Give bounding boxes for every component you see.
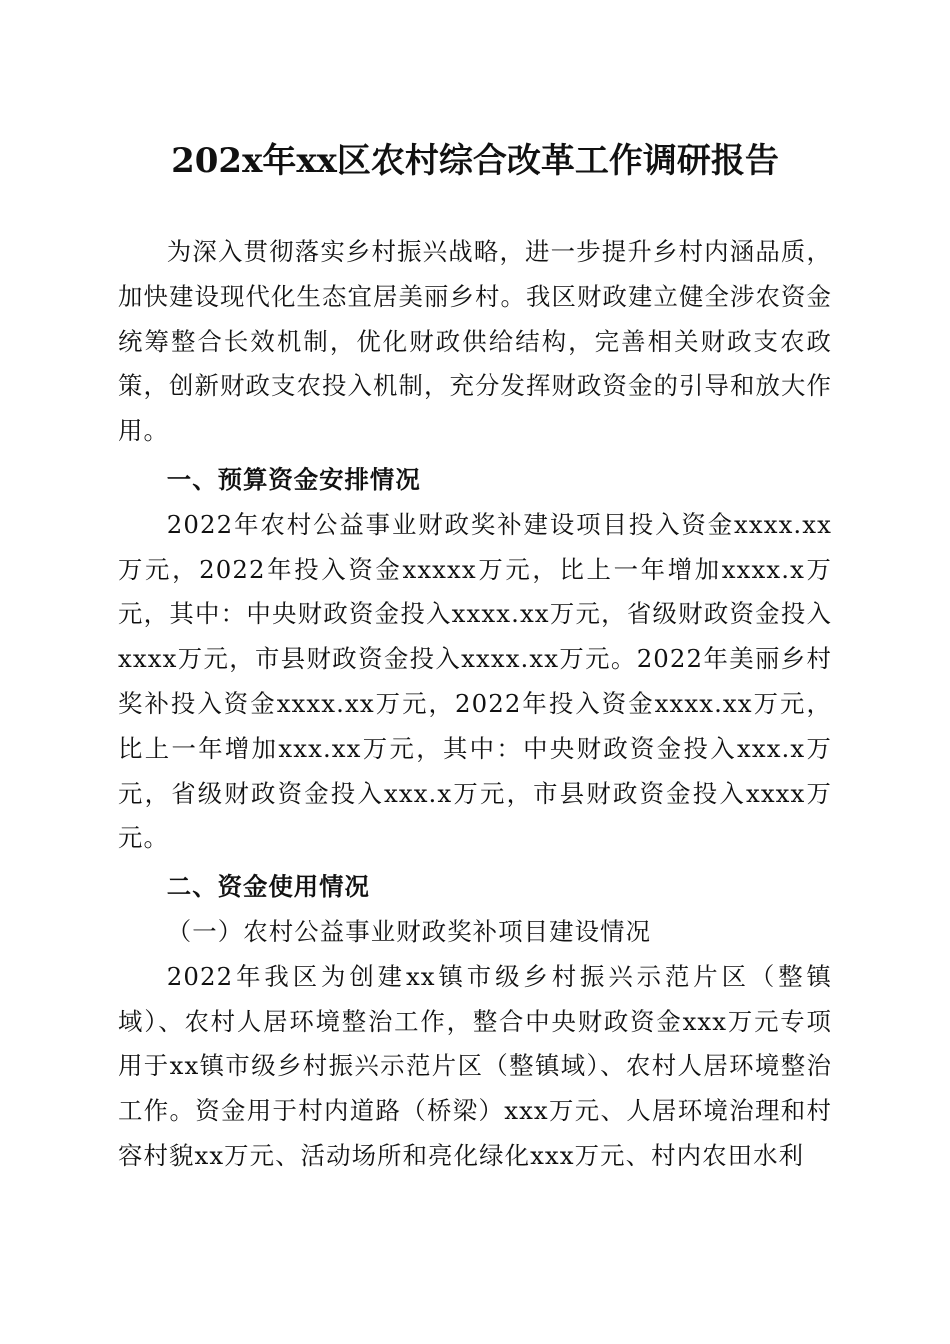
section-heading-budget: 一、预算资金安排情况 — [166, 464, 421, 494]
document-title: 202x年xx区农村综合改革工作调研报告 — [171, 141, 779, 181]
fund-use-paragraph: 2022年我区为创建xx镇市级乡村振兴示范片区（整镇域）、农村人居环境整治工作，整合中央财政资金xxx万元专项用于xx镇市级乡村振兴示范片区（整镇域）、农村人居环境整治工作。资金用于村内道路（桥梁）xxx万元、人居环境治理和村容村貌xx万元、活动场所和亮化绿化xxx万元、村内农田水利 — [118, 961, 832, 1170]
subsection-heading-public-welfare: （一）农村公益事业财政奖补项目建设情况 — [166, 916, 652, 946]
document-body — [118, 230, 832, 1179]
section-heading-fund-use: 二、资金使用情况 — [166, 872, 370, 902]
intro-paragraph: 为深入贯彻落实乡村振兴战略，进一步提升乡村内涵品质，加快建设现代化生态宜居美丽乡村。我区财政建立健全涉农资金统筹整合长效机制，优化财政供给结构，完善相关财政支农政策，创新财政支农投入机制，充分发挥财政资金的引导和放大作用。 — [118, 237, 832, 446]
budget-paragraph: 2022年农村公益事业财政奖补建设项目投入资金xxxx.xx万元，2022年投入资金xxxxx万元，比上一年增加xxxx.x万元，其中：中央财政资金投入xxxx.xx万元，省级财政资金投入xxxx万元，市县财政资金投入xxxx.xx万元。2022年美丽乡村奖补投入资金xxxx.xx万元，2022年投入资金xxxx.xx万元，比上一年增加xxx.xx万元，其中：中央财政资金投入xxx.x万元，省级财政资金投入xxx.x万元，市县财政资金投入xxxx万元。 — [118, 509, 832, 853]
